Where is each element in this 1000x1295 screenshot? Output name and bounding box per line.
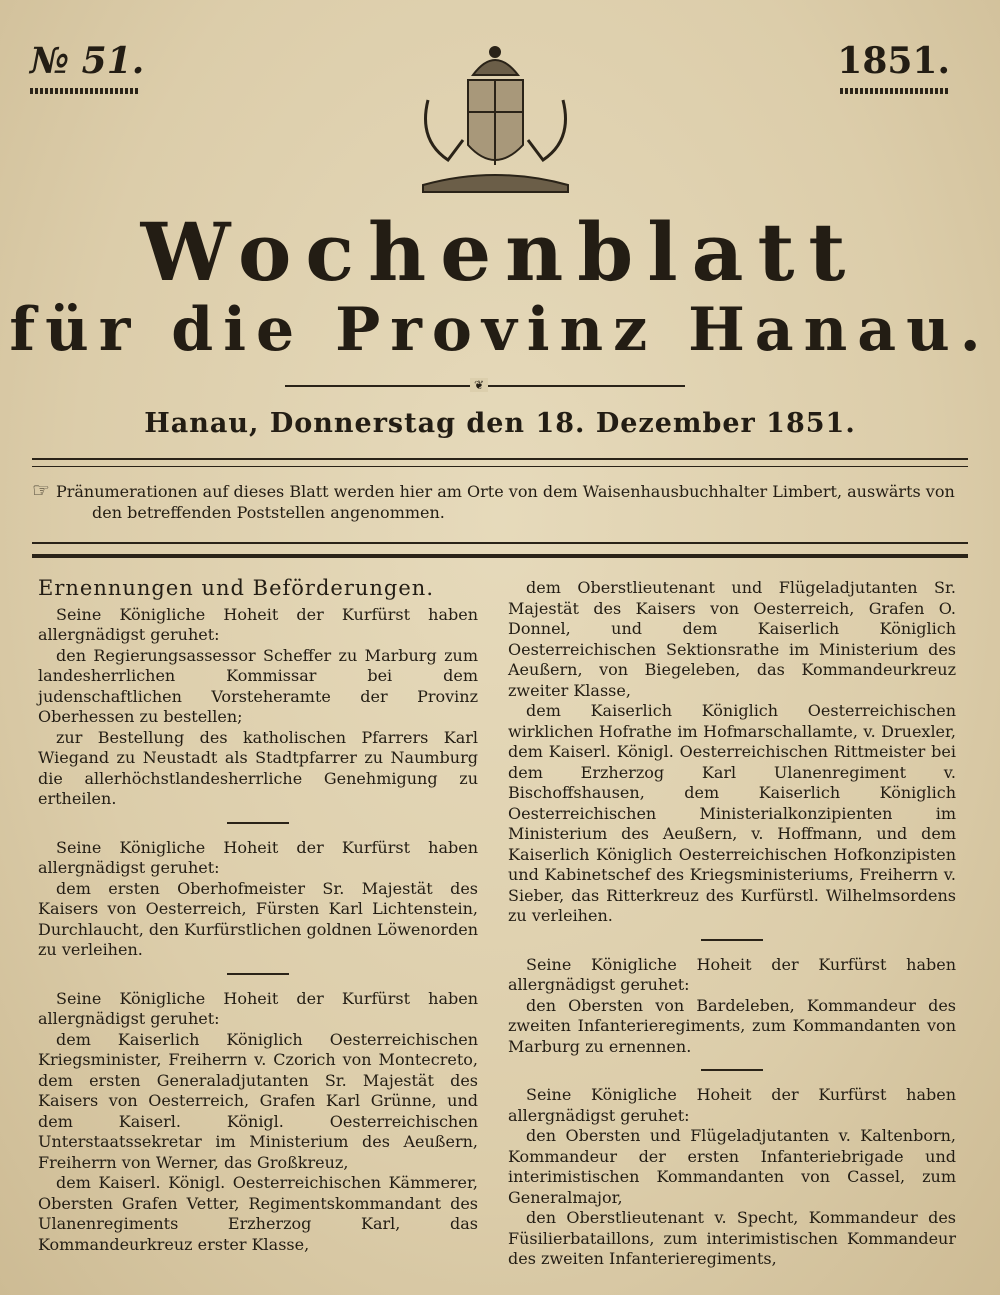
- paragraph: dem Kaiserl. Königl. Oesterreichischen Kämmerer, Obersten Grafen Vetter, Regimentskommandant des Ulanenregiments Erzherzog Karl, das Kommandeurkreuz erster Klasse,: [38, 1173, 478, 1254]
- paragraph: dem Kaiserlich Königlich Oesterreichischen wirklichen Hofrathe im Hofmarschallamte, v. Druexler, dem Kaiserl. Königl. Oesterreichischen Rittmeister bei dem Erzherzog Karl Ulanenregiment v. Bischoffshausen, dem Kaiserlich Königlich Oesterreichischen Ministerialkonzipienten im Ministerium des Aeußern, v. Hoffmann, und dem Kaiserlich Königlich Oesterreichischen Hofkonzipisten und Kabinetschef des Kriegsministeriums, Freiherrn v. Sieber, das Ritterkreuz des Kurfürstl. Wilhelmsordens zu verleihen.: [508, 701, 956, 925]
- paragraph: den Obersten von Bardeleben, Kommandeur des zweiten Infanterieregiments, zum Kommandanten von Marburg zu ernennen.: [508, 995, 956, 1056]
- paragraph: zur Bestellung des katholischen Pfarrers Karl Wiegand zu Neustadt als Stadtpfarrer zu Naumburg die allerhöchstlandesherrliche Genehmigung zu ertheilen.: [38, 727, 478, 808]
- left-column: [38, 578, 478, 1255]
- section-heading: Ernennungen und Beförderungen.: [38, 576, 435, 600]
- pointing-hand-icon: ☞: [32, 478, 50, 502]
- paragraph: dem Kaiserlich Königlich Oesterreichischen Kriegsminister, Freiherrn v. Czorich von Montecreto, dem ersten Generaladjutanten Sr. Majestät des Kaisers von Oesterreich, Grafen Karl Grünne, und dem Kaiserl. Königl. Oesterreichischen Unterstaatssekretar im Ministerium des Aeußern, Freiherrn von Werner, das Großkreuz,: [38, 1029, 478, 1172]
- paragraph: den Regierungsassessor Scheffer zu Marburg zum landesherrlichen Kommissar bei dem judenschaftlichen Vorsteheramte der Provinz Oberhessen zu bestellen;: [38, 645, 478, 726]
- paragraph: den Obersten und Flügeladjutanten v. Kaltenborn, Kommandeur der ersten Infanteriebrigade und interimistischen Kommandanten von Cassel, zum Generalmajor,: [508, 1126, 956, 1207]
- dateline: Hanau, Donnerstag den 18. Dezember 1851.: [144, 408, 856, 439]
- paragraph: Seine Königliche Hoheit der Kurfürst haben allergnädigst geruhet:: [38, 837, 478, 877]
- paragraph: Seine Königliche Hoheit der Kurfürst haben allergnädigst geruhet:: [508, 954, 956, 994]
- paragraph: dem ersten Oberhofmeister Sr. Majestät des Kaisers von Oesterreich, Fürsten Karl Lichtenstein, Durchlaucht, den Kurfürstlichen goldnen Löwenorden zu verleihen.: [38, 878, 478, 959]
- issue-year: 1851.: [837, 40, 950, 82]
- coat-of-arms-icon: [408, 40, 583, 200]
- ornamental-divider: ❦: [285, 385, 685, 387]
- paragraph: Seine Königliche Hoheit der Kurfürst haben allergnädigst geruhet:: [38, 604, 478, 644]
- right-column: [508, 578, 956, 1270]
- separator: [701, 1069, 763, 1071]
- separator: [227, 973, 289, 975]
- newspaper-subtitle: für die Provinz Hanau.: [9, 295, 991, 365]
- ornamental-rule: [840, 88, 950, 94]
- newspaper-title: Wochenblatt: [140, 205, 860, 299]
- separator: [227, 822, 289, 824]
- thick-rule: [32, 542, 968, 558]
- double-rule: [32, 458, 968, 467]
- notice-text: Pränumerationen auf dieses Blatt werden hier am Orte von dem Waisenhausbuchhalter Limbert, auswärts von den betreffenden Poststellen angenommen.: [55, 482, 955, 522]
- issue-number: № 51.: [30, 40, 145, 82]
- paragraph: dem Oberstlieutenant und Flügeladjutanten Sr. Majestät des Kaisers von Oesterreich, Grafen O. Donnel, und dem Kaiserlich Königlich Oesterreichischen Sektionsrathe im Ministerium des Aeußern, von Biegeleben, das Kommandeurkreuz zweiter Klasse,: [508, 578, 956, 700]
- separator: [701, 939, 763, 941]
- paragraph: Seine Königliche Hoheit der Kurfürst haben allergnädigst geruhet:: [38, 988, 478, 1028]
- paragraph: den Oberstlieutenant v. Specht, Kommandeur des Füsilierbataillons, zum interimistischen Kommandeur des zweiten Infanterieregiments,: [508, 1208, 956, 1268]
- subscription-notice: [32, 480, 960, 523]
- ornamental-rule: [30, 88, 140, 94]
- paragraph: Seine Königliche Hoheit der Kurfürst haben allergnädigst geruhet:: [508, 1085, 956, 1125]
